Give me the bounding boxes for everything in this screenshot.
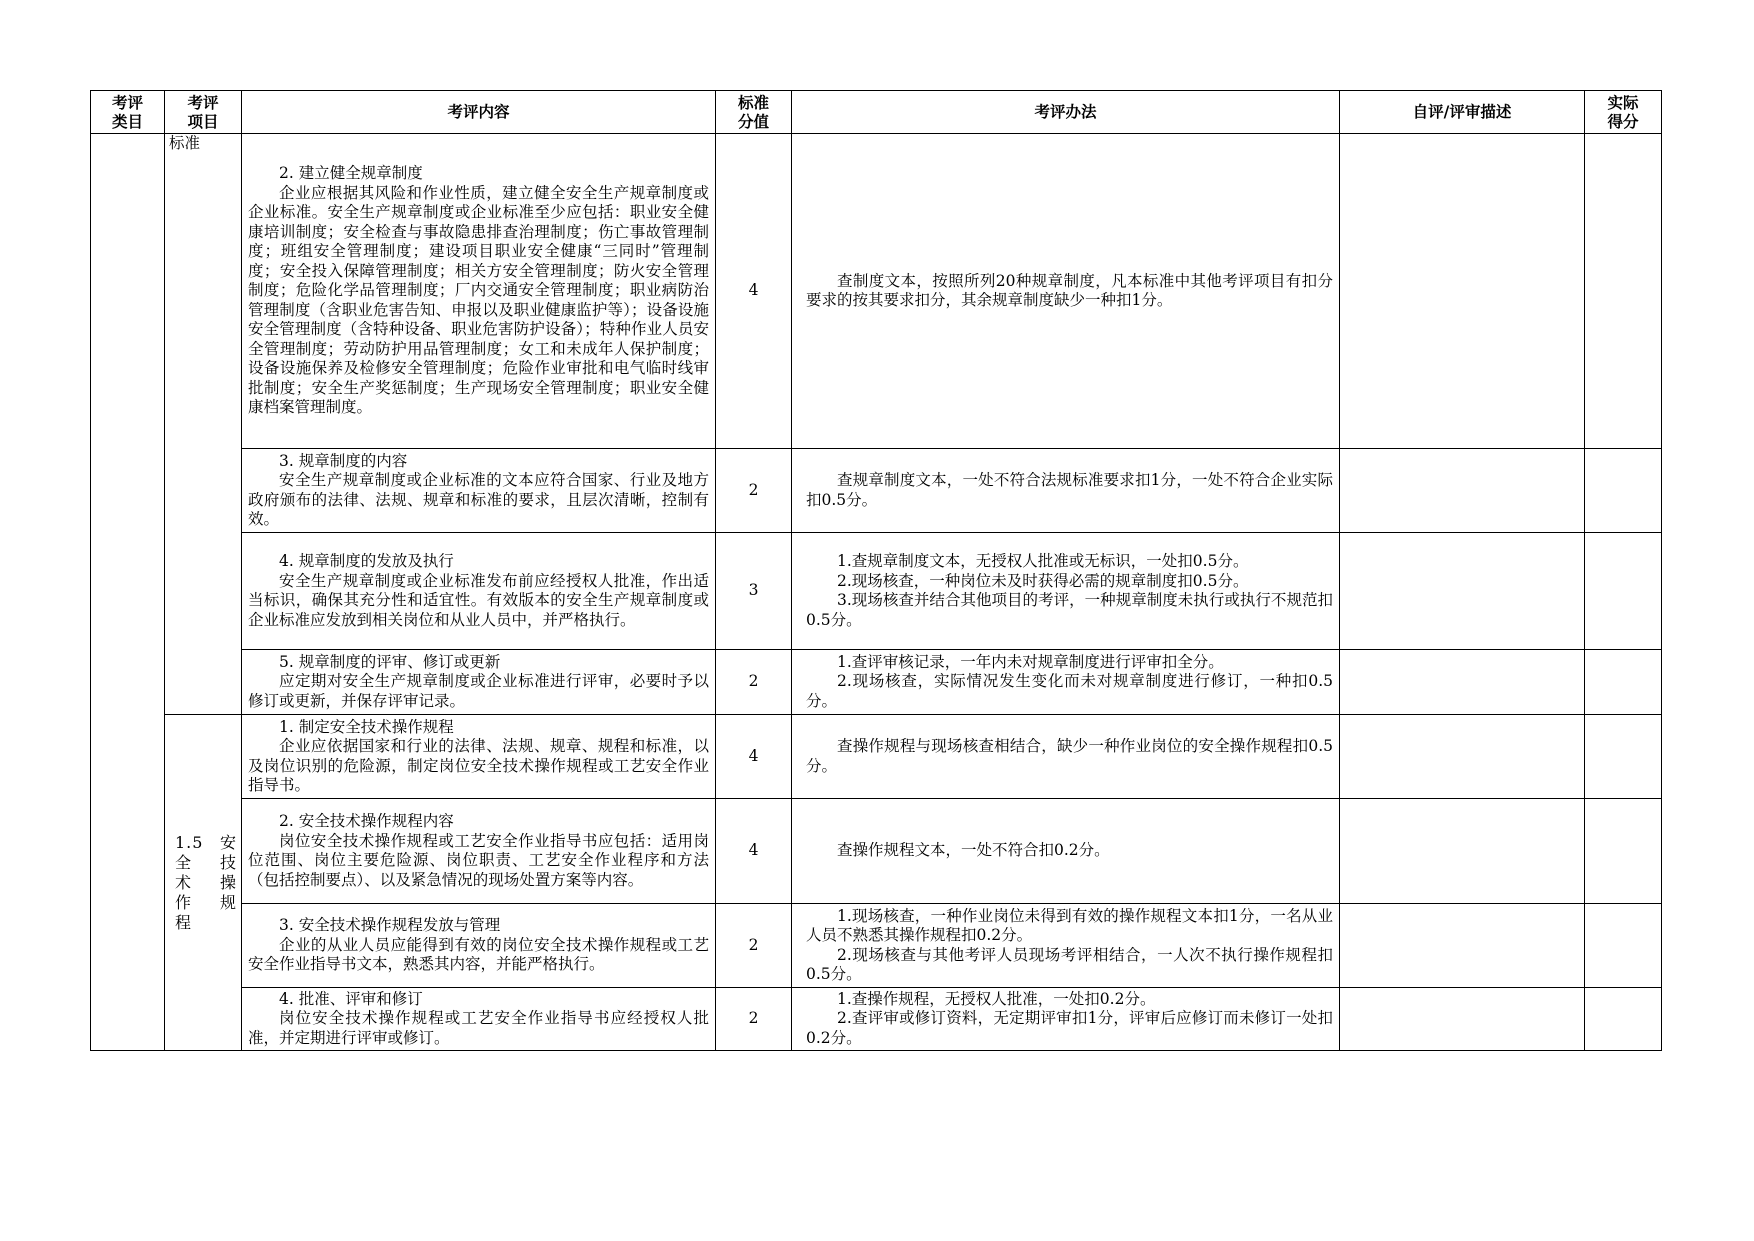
table-row <box>91 799 1662 904</box>
content-cell: 2. 建立健全规章制度 企业应根据其风险和作业性质，建立健全安全生产规章制度或企业标准。安全生产规章制度或企业标准至少应包括：职业安全健康培训制度；安全检查与事故隐患排查治理制度；伤亡事故管理制度；班组安全管理制度；建设项目职业安全健康“三同时”管理制度；安全投入保障管理制度；相关方安全管理制度；防火安全管理制度；危险化学品管理制度；厂内交通安全管理制度；职业病防治管理制度（含职业危害告知、申报以及职业健康监护等）；设备设施安全管理制度（含特种设备、职业危害防护设备）；特种作业人员安全管理制度；劳动防护用品管理制度；女工和未成年人保护制度；设备设施保养及检修安全管理制度；危险作业审批和电气临时线审批制度；安全生产奖惩制度；生产现场安全管理制度；职业安全健康档案管理制度。 <box>242 134 716 449</box>
self-eval-cell <box>1340 449 1585 533</box>
content-cell: 4. 规章制度的发放及执行 安全生产规章制度或企业标准发布前应经授权人批准，作出适当标识，确保其充分性和适宜性。有效版本的安全生产规章制度或企业标准应发放到相关岗位和从业人员中，并严格执行。 <box>242 533 716 650</box>
actual-score-cell <box>1585 134 1662 449</box>
self-eval-cell <box>1340 904 1585 988</box>
actual-score-cell <box>1585 715 1662 799</box>
actual-score-cell <box>1585 533 1662 650</box>
item-label-line: 程 <box>175 912 192 932</box>
content-cell: 5. 规章制度的评审、修订或更新 应定期对安全生产规章制度或企业标准进行评审，必要时予以修订或更新，并保存评审记录。 <box>242 650 716 715</box>
score-cell: 4 <box>716 799 792 904</box>
evaluation-sheet <box>90 90 1662 1051</box>
content-cell: 4. 批准、评审和修订 岗位安全技术操作规程或工艺安全作业指导书应经授权人批准，并定期进行评审或修订。 <box>242 988 716 1051</box>
header-row <box>91 91 1662 134</box>
item-label-line: 作 规 <box>175 892 237 912</box>
table-row <box>91 533 1662 650</box>
table-row <box>91 988 1662 1051</box>
score-cell: 2 <box>716 988 792 1051</box>
item-label-line: 全 技 <box>175 852 237 872</box>
actual-score-cell <box>1585 650 1662 715</box>
item-cell <box>165 715 242 1051</box>
method-cell: 查制度文本，按照所列20种规章制度，凡本标准中其他考评项目有扣分要求的按其要求扣分，其余规章制度缺少一种扣1分。 <box>792 134 1340 449</box>
self-eval-cell <box>1340 533 1585 650</box>
method-cell: 查操作规程文本，一处不符合扣0.2分。 <box>792 799 1340 904</box>
method-cell: 1.查规章制度文本，无授权人批准或无标识，一处扣0.5分。 2.现场核查，一种岗位未及时获得必需的规章制度扣0.5分。 3.现场核查并结合其他项目的考评，一种规章制度未执行或执行不规范扣0.5分。 <box>792 533 1340 650</box>
category-cell <box>91 134 165 1051</box>
actual-score-cell <box>1585 449 1662 533</box>
score-cell: 2 <box>716 650 792 715</box>
content-cell: 3. 规章制度的内容 安全生产规章制度或企业标准的文本应符合国家、行业及地方政府颁布的法律、法规、规章和标准的要求，且层次清晰，控制有效。 <box>242 449 716 533</box>
score-cell: 4 <box>716 134 792 449</box>
evaluation-table <box>90 90 1662 1051</box>
actual-score-cell <box>1585 799 1662 904</box>
header-score: 标准 分值 <box>716 91 792 134</box>
table-row <box>91 904 1662 988</box>
method-cell: 1.现场核查，一种作业岗位未得到有效的操作规程文本扣1分，一名从业人员不熟悉其操作规程扣0.2分。 2.现场核查与其他考评人员现场考评相结合，一人次不执行操作规程扣0.5分。 <box>792 904 1340 988</box>
actual-score-cell <box>1585 988 1662 1051</box>
item-cell: 标准 <box>165 134 242 715</box>
score-cell: 2 <box>716 904 792 988</box>
self-eval-cell <box>1340 715 1585 799</box>
self-eval-cell <box>1340 650 1585 715</box>
header-actual: 实际 得分 <box>1585 91 1662 134</box>
self-eval-cell <box>1340 988 1585 1051</box>
self-eval-cell <box>1340 799 1585 904</box>
table-row <box>91 449 1662 533</box>
table-row <box>91 715 1662 799</box>
table-row <box>91 134 1662 449</box>
header-category: 考评 类目 <box>91 91 165 134</box>
actual-score-cell <box>1585 904 1662 988</box>
item-label-line: 术 操 <box>175 872 237 892</box>
table-row <box>91 650 1662 715</box>
method-cell: 查操作规程与现场核查相结合，缺少一种作业岗位的安全操作规程扣0.5分。 <box>792 715 1340 799</box>
content-cell: 2. 安全技术操作规程内容 岗位安全技术操作规程或工艺安全作业指导书应包括：适用岗位范围、岗位主要危险源、岗位职责、工艺安全作业程序和方法（包括控制要点）、以及紧急情况的现场处置方案等内容。 <box>242 799 716 904</box>
item-label-line: 1.5 安 <box>175 832 237 852</box>
header-content: 考评内容 <box>242 91 716 134</box>
score-cell: 2 <box>716 449 792 533</box>
header-self-eval: 自评/评审描述 <box>1340 91 1585 134</box>
score-cell: 4 <box>716 715 792 799</box>
score-cell: 3 <box>716 533 792 650</box>
content-cell: 3. 安全技术操作规程发放与管理 企业的从业人员应能得到有效的岗位安全技术操作规程或工艺安全作业指导书文本，熟悉其内容，并能严格执行。 <box>242 904 716 988</box>
method-cell: 1.查操作规程，无授权人批准，一处扣0.2分。 2.查评审或修订资料，无定期评审扣1分，评审后应修订而未修订一处扣0.2分。 <box>792 988 1340 1051</box>
content-cell: 1. 制定安全技术操作规程 企业应依据国家和行业的法律、法规、规章、规程和标准，以及岗位识别的危险源，制定岗位安全技术操作规程或工艺安全作业指导书。 <box>242 715 716 799</box>
method-cell: 1.查评审核记录，一年内未对规章制度进行评审扣全分。 2.现场核查，实际情况发生变化而未对规章制度进行修订，一种扣0.5分。 <box>792 650 1340 715</box>
header-method: 考评办法 <box>792 91 1340 134</box>
header-item: 考评 项目 <box>165 91 242 134</box>
method-cell: 查规章制度文本，一处不符合法规标准要求扣1分，一处不符合企业实际扣0.5分。 <box>792 449 1340 533</box>
self-eval-cell <box>1340 134 1585 449</box>
